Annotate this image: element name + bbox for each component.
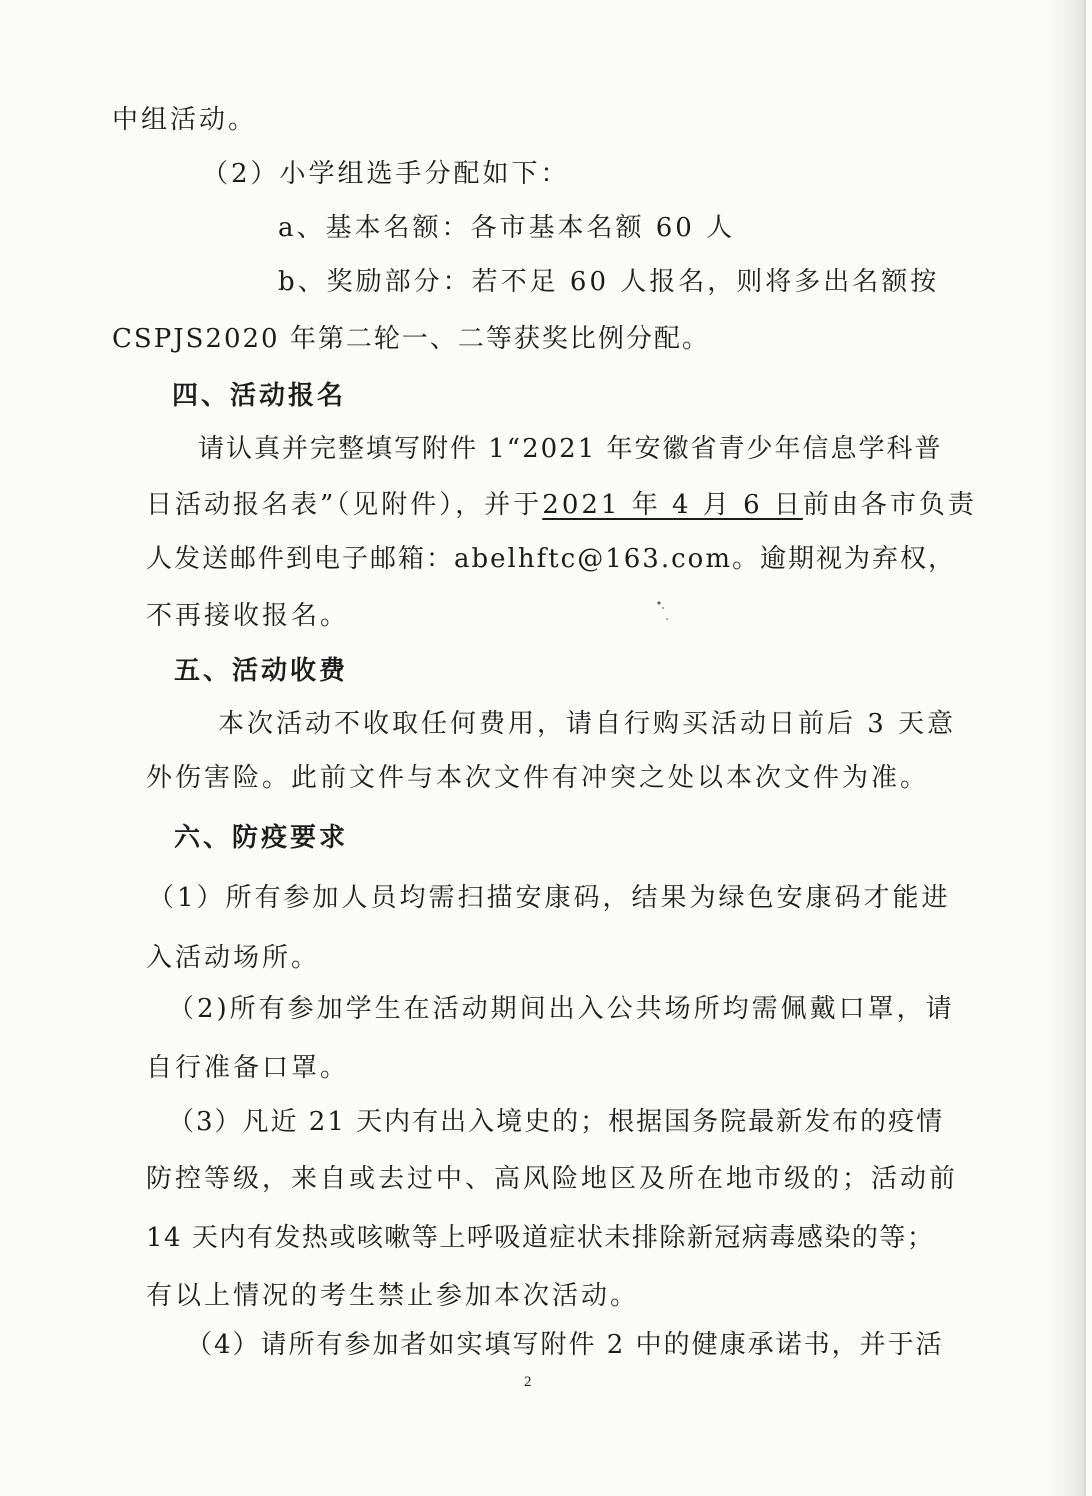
text-line: 不再接收报名。 (146, 601, 350, 631)
text-line: 请认真并完整填写附件 1“2021 年安徽省青少年信息学科普 (198, 434, 943, 464)
text-line: 外伤害险。此前文件与本次文件有冲突之处以本次文件为准。 (146, 763, 930, 793)
text-line: b、奖励部分：若不足 60 人报名，则将多出名额按 (278, 267, 940, 297)
text-span: 前由各市负责 (802, 490, 977, 520)
scan-speck (656, 600, 670, 622)
section-heading-epidemic: 六、防疫要求 (174, 823, 349, 853)
deadline-date: 2021 年 4 月 6 日 (542, 490, 803, 520)
section-heading-registration: 四、活动报名 (172, 381, 347, 411)
text-line: 中组活动。 (112, 105, 258, 135)
text-line: 14 天内有发热或咳嗽等上呼吸道症状未排除新冠病毒感染的等； (146, 1223, 935, 1253)
text-line: （1）所有参加人员均需扫描安康码，结果为绿色安康码才能进 (148, 883, 951, 913)
page-edge-shadow (1046, 0, 1084, 1496)
text-line: （3）凡近 21 天内有出入境史的；根据国务院最新发布的疫情 (168, 1107, 945, 1137)
page-number: 2 (524, 1374, 532, 1390)
text-line: 入活动场所。 (146, 943, 321, 973)
text-line: （2）小学组选手分配如下： (202, 159, 570, 189)
text-line: 有以上情况的考生禁止参加本次活动。 (146, 1281, 640, 1311)
text-span: 日活动报名表”（见附件），并于 (146, 490, 543, 520)
text-line: 人发送邮件到电子邮箱：abelhftc@163.com。逾期视为弃权， (146, 544, 956, 574)
page-edge-line (1084, 0, 1086, 1496)
text-line: 自行准备口罩。 (146, 1053, 350, 1083)
text-line: 防控等级，来自或去过中、高风险地区及所在地市级的；活动前 (146, 1164, 959, 1194)
text-line: （2)所有参加学生在活动期间出入公共场所均需佩戴口罩，请 (168, 994, 955, 1024)
text-line: a、基本名额：各市基本名额 60 人 (278, 213, 736, 243)
text-line: （4）请所有参加者如实填写附件 2 中的健康承诺书，并于活 (186, 1330, 944, 1360)
section-heading-fees: 五、活动收费 (174, 656, 349, 686)
text-line: 本次活动不收取任何费用，请自行购买活动日前后 3 天意 (218, 709, 957, 739)
text-line (146, 489, 977, 521)
text-line: CSPJS2020 年第二轮一、二等获奖比例分配。 (112, 324, 710, 354)
